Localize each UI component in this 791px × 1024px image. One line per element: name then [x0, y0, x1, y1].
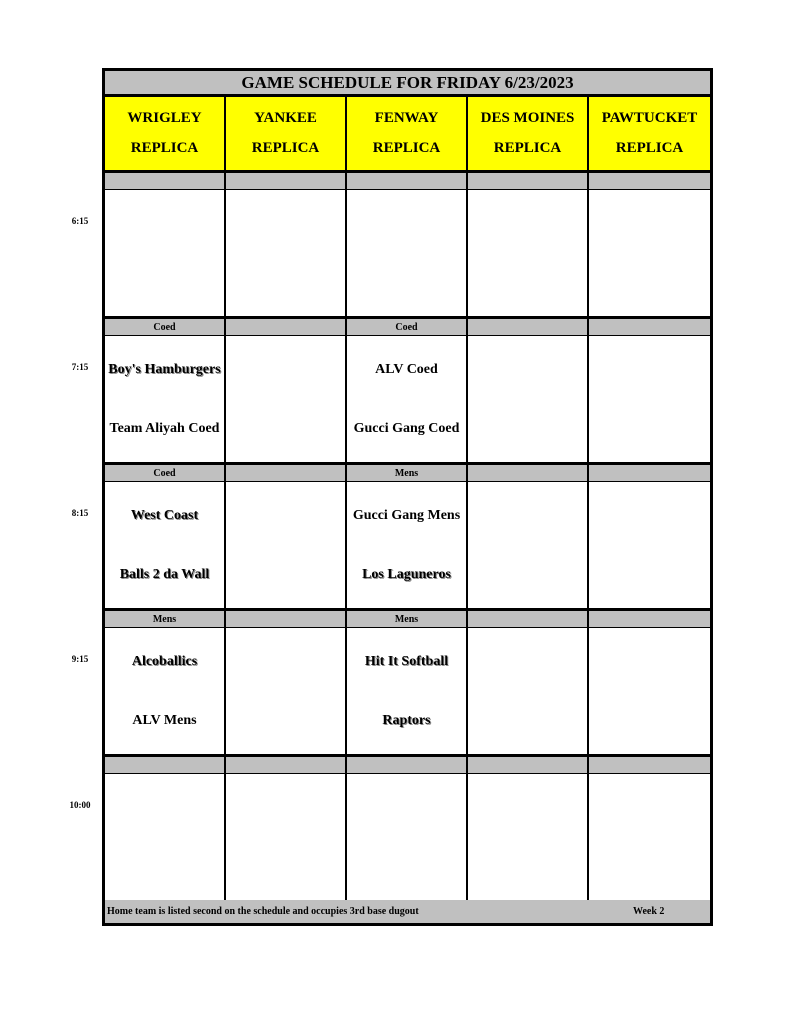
time-label: 8:15	[71, 508, 89, 518]
week-label: Week 2	[633, 906, 665, 917]
venue-header	[105, 97, 224, 170]
game-slot	[105, 774, 224, 900]
venue-sub: REPLICA	[615, 140, 684, 157]
game-slot	[468, 482, 587, 608]
division-band	[347, 173, 466, 189]
game-slot	[347, 628, 466, 754]
time-label: 9:15	[71, 654, 89, 664]
venue-name: DES MOINES	[480, 109, 575, 126]
division-band	[226, 319, 345, 335]
division-band	[226, 757, 345, 773]
schedule-title: GAME SCHEDULE FOR FRIDAY 6/23/2023	[105, 71, 710, 94]
game-slot	[105, 190, 224, 316]
division-band: Mens	[347, 611, 466, 627]
division-band	[226, 173, 345, 189]
game-slot	[226, 482, 345, 608]
venue-header	[226, 97, 345, 170]
time-label: 10:00	[69, 800, 91, 810]
game-slot	[226, 628, 345, 754]
venue-name: WRIGLEY	[127, 109, 202, 126]
team-name: Alcoballics	[131, 654, 198, 669]
game-slot	[105, 628, 224, 754]
division-band	[105, 757, 224, 773]
game-slot	[589, 190, 710, 316]
footer-bar	[105, 900, 710, 923]
game-slot	[347, 336, 466, 462]
division-band: Coed	[105, 319, 224, 335]
team-name: Team Aliyah Coed	[109, 421, 220, 436]
team-name: Gucci Gang Coed	[353, 421, 460, 436]
game-slot	[589, 336, 710, 462]
game-slot	[589, 628, 710, 754]
division-band	[226, 465, 345, 481]
game-slot	[347, 190, 466, 316]
game-slot	[226, 774, 345, 900]
division-band	[468, 173, 587, 189]
team-name: Los Laguneros	[362, 567, 451, 582]
division-band	[226, 611, 345, 627]
time-label: 6:15	[71, 216, 89, 226]
venue-name: YANKEE	[254, 109, 317, 126]
team-name: Balls 2 da Wall	[119, 567, 210, 582]
division-band	[589, 465, 710, 481]
team-name: West Coast	[130, 508, 199, 523]
venue-header	[589, 97, 710, 170]
game-slot	[468, 190, 587, 316]
team-name: ALV Coed	[375, 362, 438, 377]
division-band: Coed	[105, 465, 224, 481]
venue-sub: REPLICA	[493, 140, 562, 157]
venue-sub: REPLICA	[372, 140, 441, 157]
division-band	[347, 757, 466, 773]
game-slot	[347, 482, 466, 608]
division-band	[589, 757, 710, 773]
time-label: 7:15	[71, 362, 89, 372]
division-band	[468, 757, 587, 773]
division-band	[468, 611, 587, 627]
team-name: ALV Mens	[132, 713, 197, 728]
venue-header	[468, 97, 587, 170]
game-slot	[226, 190, 345, 316]
team-name: Gucci Gang Mens	[352, 508, 461, 523]
game-slot	[105, 482, 224, 608]
game-slot	[589, 774, 710, 900]
game-slot	[468, 774, 587, 900]
venue-sub: REPLICA	[130, 140, 199, 157]
team-name: Raptors	[382, 713, 431, 728]
game-slot	[468, 628, 587, 754]
team-name: Hit It Softball	[364, 654, 449, 669]
division-band	[105, 173, 224, 189]
venue-name: PAWTUCKET	[601, 109, 698, 126]
division-band	[589, 611, 710, 627]
game-slot	[105, 336, 224, 462]
game-slot	[589, 482, 710, 608]
team-name: Boy's Hamburgers	[108, 362, 221, 377]
footer-note: Home team is listed second on the schedule and occupies 3rd base dugout	[107, 906, 419, 917]
division-band: Mens	[105, 611, 224, 627]
division-band	[589, 173, 710, 189]
game-slot	[468, 336, 587, 462]
division-band	[468, 319, 587, 335]
division-band: Coed	[347, 319, 466, 335]
division-band: Mens	[347, 465, 466, 481]
game-slot	[347, 774, 466, 900]
game-slot	[226, 336, 345, 462]
schedule-grid	[102, 68, 713, 926]
division-band	[468, 465, 587, 481]
venue-name: FENWAY	[374, 109, 439, 126]
division-band	[589, 319, 710, 335]
venue-sub: REPLICA	[251, 140, 320, 157]
venue-header	[347, 97, 466, 170]
